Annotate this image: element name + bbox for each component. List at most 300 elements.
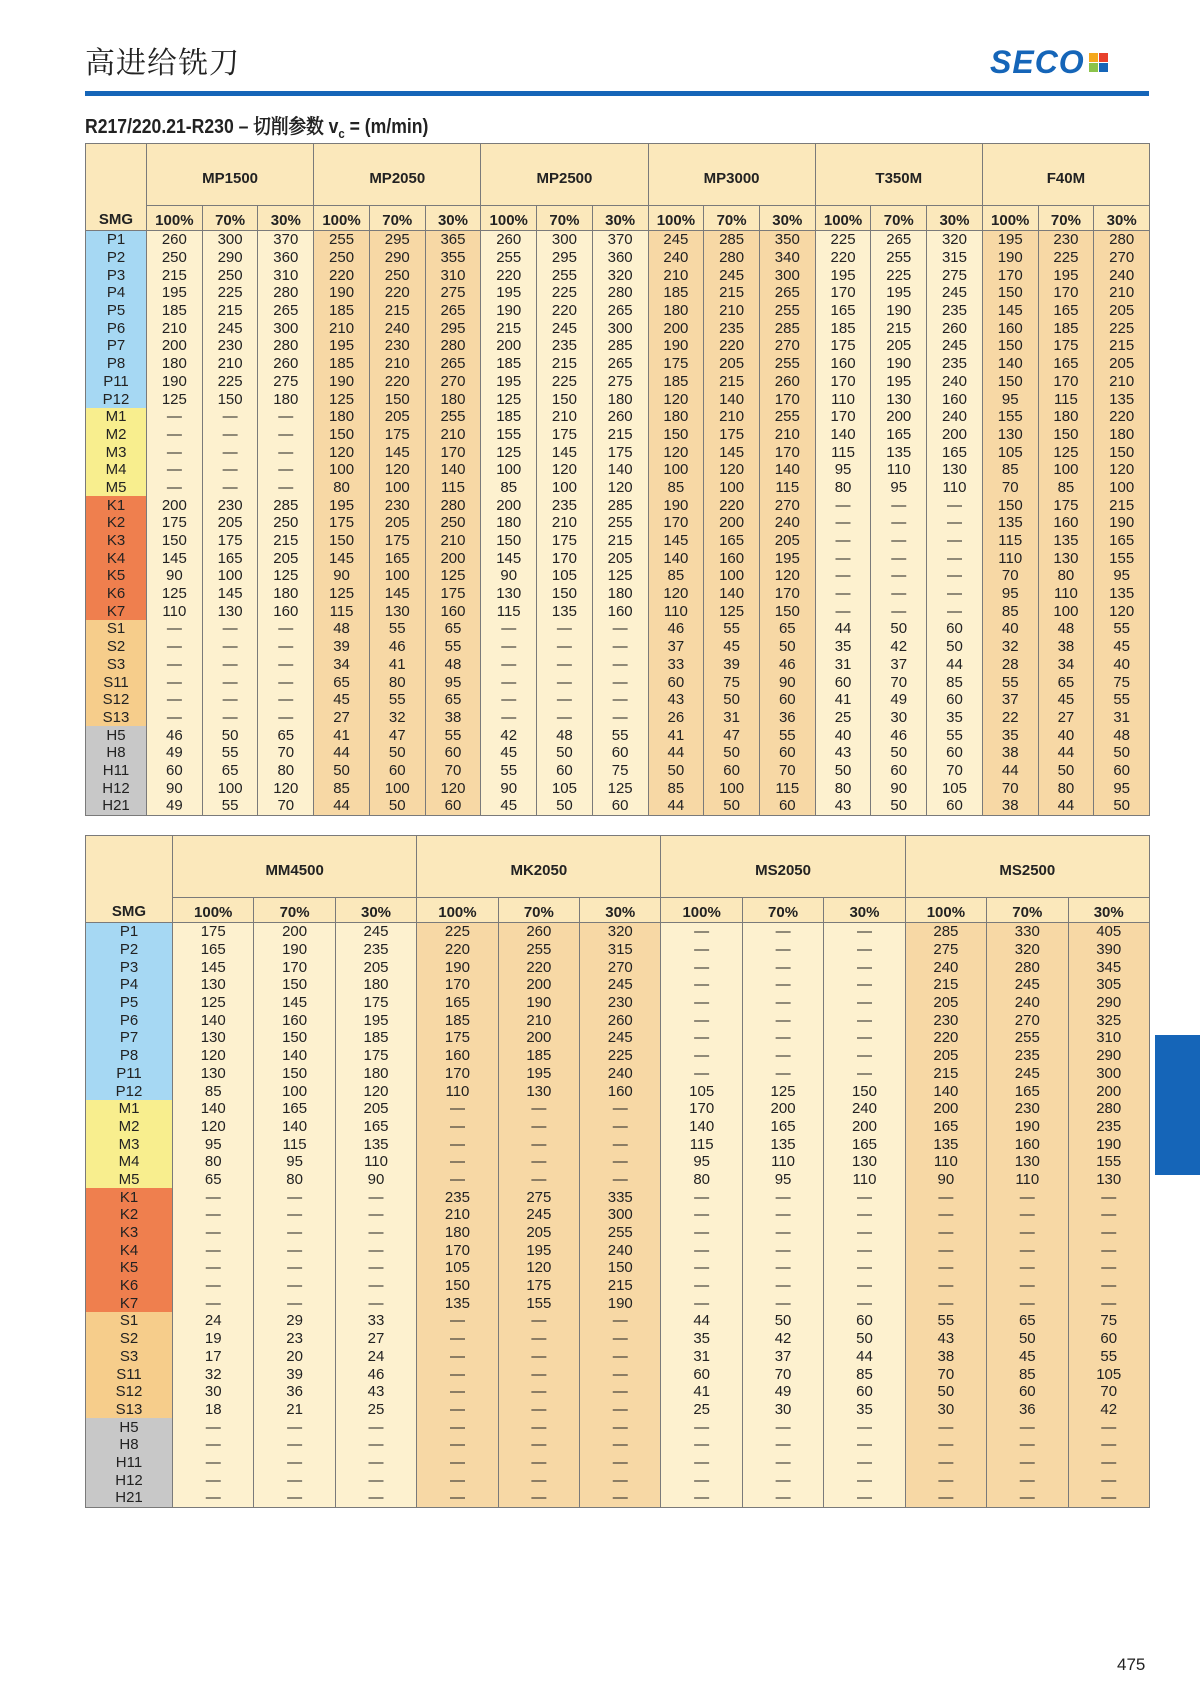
value-cell: 130 (481, 585, 537, 603)
value-cell: — (927, 549, 983, 567)
value-cell: 265 (258, 302, 314, 320)
grade-header: MM4500 (173, 836, 417, 898)
value-cell: — (498, 1100, 579, 1118)
value-cell: — (147, 709, 203, 727)
cutting-data-table-1 (85, 143, 1150, 816)
value-cell: 140 (592, 461, 648, 479)
value-cell: — (417, 1171, 498, 1189)
value-cell: 26 (648, 709, 704, 727)
value-cell: 140 (425, 461, 481, 479)
table-row (86, 1454, 1150, 1472)
value-cell: 40 (1094, 656, 1150, 674)
value-cell: 195 (481, 284, 537, 302)
value-cell: 190 (314, 373, 370, 391)
table-row (86, 1383, 1150, 1401)
value-cell: 45 (481, 744, 537, 762)
page-title: 高进给铣刀 (85, 46, 240, 81)
value-cell: 160 (417, 1047, 498, 1065)
value-cell: 95 (871, 479, 927, 497)
value-cell: 165 (815, 302, 871, 320)
value-cell: 210 (704, 302, 760, 320)
value-cell: — (987, 1241, 1068, 1259)
value-cell: — (661, 1471, 742, 1489)
value-cell: — (927, 532, 983, 550)
value-cell: 80 (258, 762, 314, 780)
value-cell: 100 (369, 479, 425, 497)
value-cell: — (258, 620, 314, 638)
value-cell: — (580, 1171, 661, 1189)
grade-header: MP2050 (314, 144, 481, 206)
value-cell: 245 (987, 976, 1068, 994)
value-cell: 205 (1094, 302, 1150, 320)
value-cell: 44 (314, 797, 370, 815)
logo-mark-icon (1089, 53, 1108, 72)
value-cell: 170 (759, 585, 815, 603)
value-cell: 210 (425, 426, 481, 444)
percent-header: 70% (871, 206, 927, 231)
value-cell: 43 (648, 691, 704, 709)
value-cell: 95 (982, 390, 1038, 408)
value-cell: — (147, 691, 203, 709)
value-cell: 46 (871, 726, 927, 744)
value-cell: 100 (1038, 461, 1094, 479)
value-cell: 200 (648, 319, 704, 337)
value-cell: 210 (425, 532, 481, 550)
percent-header: 100% (982, 206, 1038, 231)
value-cell: 285 (759, 319, 815, 337)
smg-header: SMG (86, 836, 173, 923)
value-cell: 145 (173, 958, 254, 976)
value-cell: — (580, 1348, 661, 1366)
value-cell: 120 (173, 1118, 254, 1136)
value-cell: — (1068, 1241, 1149, 1259)
value-cell: 100 (537, 479, 593, 497)
percent-header: 70% (369, 206, 425, 231)
percent-header: 70% (254, 898, 335, 923)
value-cell: 170 (759, 390, 815, 408)
value-cell: 49 (871, 691, 927, 709)
value-cell: 135 (742, 1135, 823, 1153)
value-cell: — (592, 620, 648, 638)
value-cell: 225 (202, 284, 258, 302)
value-cell: — (254, 1259, 335, 1277)
value-cell: — (824, 1206, 905, 1224)
value-cell: 100 (202, 779, 258, 797)
value-cell: 130 (498, 1082, 579, 1100)
value-cell: — (592, 673, 648, 691)
value-cell: — (173, 1471, 254, 1489)
value-cell: — (742, 1436, 823, 1454)
value-cell: 60 (369, 762, 425, 780)
side-tab (1155, 1035, 1200, 1175)
value-cell: 190 (648, 337, 704, 355)
value-cell: — (254, 1294, 335, 1312)
value-cell: 100 (369, 779, 425, 797)
percent-header: 30% (927, 206, 983, 231)
smg-cell: H21 (86, 797, 147, 815)
value-cell: 150 (982, 337, 1038, 355)
value-cell: 95 (742, 1171, 823, 1189)
value-cell: 60 (592, 797, 648, 815)
value-cell: 55 (1068, 1348, 1149, 1366)
value-cell: — (987, 1277, 1068, 1295)
value-cell: 205 (871, 337, 927, 355)
value-cell: 180 (425, 390, 481, 408)
value-cell: — (580, 1454, 661, 1472)
table-row (86, 1348, 1150, 1366)
grade-header: T350M (815, 144, 982, 206)
value-cell: — (202, 620, 258, 638)
value-cell: 33 (648, 656, 704, 674)
value-cell: 31 (704, 709, 760, 727)
value-cell: 160 (425, 602, 481, 620)
smg-cell: K2 (86, 1206, 173, 1224)
value-cell: — (498, 1383, 579, 1401)
value-cell: — (927, 585, 983, 603)
value-cell: 180 (481, 514, 537, 532)
value-cell: 60 (759, 797, 815, 815)
value-cell: — (824, 1259, 905, 1277)
value-cell: 205 (1094, 355, 1150, 373)
value-cell: 190 (982, 249, 1038, 267)
value-cell: — (987, 1294, 1068, 1312)
seco-logo (990, 44, 1108, 80)
value-cell: 370 (592, 231, 648, 249)
value-cell: 205 (704, 355, 760, 373)
value-cell: 180 (592, 390, 648, 408)
value-cell: 65 (425, 620, 481, 638)
value-cell: 360 (258, 249, 314, 267)
value-cell: 44 (982, 762, 1038, 780)
value-cell: 220 (704, 496, 760, 514)
value-cell: 115 (1038, 390, 1094, 408)
value-cell: 35 (824, 1401, 905, 1419)
value-cell: — (580, 1100, 661, 1118)
grade-header: MS2500 (905, 836, 1149, 898)
value-cell: 55 (592, 726, 648, 744)
value-cell: — (498, 1401, 579, 1419)
value-cell: 37 (648, 638, 704, 656)
value-cell: — (987, 1489, 1068, 1507)
value-cell: — (254, 1241, 335, 1259)
value-cell: — (147, 673, 203, 691)
value-cell: 19 (173, 1330, 254, 1348)
value-cell: 60 (759, 744, 815, 762)
value-cell: — (580, 1312, 661, 1330)
value-cell: 105 (661, 1082, 742, 1100)
value-cell: 230 (202, 496, 258, 514)
value-cell: 80 (173, 1153, 254, 1171)
value-cell: 150 (982, 496, 1038, 514)
value-cell: 240 (759, 514, 815, 532)
smg-cell: M2 (86, 426, 147, 444)
value-cell: — (335, 1454, 416, 1472)
value-cell: 110 (987, 1171, 1068, 1189)
value-cell: — (202, 426, 258, 444)
value-cell: 95 (1094, 567, 1150, 585)
value-cell: — (742, 1277, 823, 1295)
value-cell: — (417, 1153, 498, 1171)
value-cell: 48 (537, 726, 593, 744)
value-cell: — (258, 709, 314, 727)
value-cell: 225 (1094, 319, 1150, 337)
value-cell: — (871, 532, 927, 550)
value-cell: — (927, 514, 983, 532)
value-cell: 300 (759, 266, 815, 284)
value-cell: 17 (173, 1348, 254, 1366)
value-cell: 70 (982, 567, 1038, 585)
value-cell: 245 (498, 1206, 579, 1224)
value-cell: 36 (254, 1383, 335, 1401)
value-cell: 255 (871, 249, 927, 267)
value-cell: 170 (661, 1100, 742, 1118)
value-cell: 48 (314, 620, 370, 638)
value-cell: — (824, 941, 905, 959)
value-cell: 90 (147, 567, 203, 585)
value-cell: 145 (982, 302, 1038, 320)
value-cell: 175 (537, 532, 593, 550)
value-cell: — (498, 1489, 579, 1507)
value-cell: 215 (202, 302, 258, 320)
value-cell: 230 (987, 1100, 1068, 1118)
value-cell: 145 (704, 443, 760, 461)
value-cell: — (537, 656, 593, 674)
value-cell: 150 (759, 602, 815, 620)
value-cell: 95 (815, 461, 871, 479)
smg-cell: S11 (86, 673, 147, 691)
value-cell: 80 (1038, 779, 1094, 797)
value-cell: 90 (147, 779, 203, 797)
value-cell: 50 (871, 797, 927, 815)
value-cell: 37 (742, 1348, 823, 1366)
value-cell: 110 (927, 479, 983, 497)
value-cell: 235 (1068, 1118, 1149, 1136)
value-cell: 200 (1068, 1082, 1149, 1100)
percent-header: 30% (1094, 206, 1150, 231)
table-subtitle: R217/220.21-R230 – 切削参数 $v_c = (m/\min)$ (85, 116, 429, 141)
value-cell: — (580, 1401, 661, 1419)
value-cell: 220 (1094, 408, 1150, 426)
value-cell: 130 (369, 602, 425, 620)
value-cell: 280 (258, 284, 314, 302)
table-row (86, 249, 1150, 267)
value-cell: — (871, 496, 927, 514)
value-cell: 135 (1094, 390, 1150, 408)
value-cell: 55 (759, 726, 815, 744)
value-cell: 140 (173, 1100, 254, 1118)
value-cell: 240 (648, 249, 704, 267)
smg-cell: S1 (86, 620, 147, 638)
smg-cell: K1 (86, 496, 147, 514)
value-cell: 50 (871, 744, 927, 762)
smg-cell: H21 (86, 1489, 173, 1507)
value-cell: 320 (987, 941, 1068, 959)
value-cell: 50 (815, 762, 871, 780)
value-cell: 60 (927, 691, 983, 709)
value-cell: — (592, 691, 648, 709)
value-cell: — (498, 1454, 579, 1472)
percent-header: 30% (759, 206, 815, 231)
value-cell: 145 (254, 994, 335, 1012)
value-cell: 70 (982, 479, 1038, 497)
value-cell: 275 (592, 373, 648, 391)
value-cell: 245 (537, 319, 593, 337)
value-cell: 235 (417, 1188, 498, 1206)
value-cell: 235 (704, 319, 760, 337)
value-cell: — (147, 443, 203, 461)
value-cell: 135 (982, 514, 1038, 532)
value-cell: — (1068, 1471, 1149, 1489)
value-cell: 50 (824, 1330, 905, 1348)
value-cell: 215 (1094, 496, 1150, 514)
percent-header: 30% (824, 898, 905, 923)
value-cell: 165 (742, 1118, 823, 1136)
table-row (86, 567, 1150, 585)
value-cell: — (661, 994, 742, 1012)
value-cell: 50 (1094, 797, 1150, 815)
smg-cell: S13 (86, 709, 147, 727)
value-cell: — (661, 1065, 742, 1083)
value-cell: 170 (982, 266, 1038, 284)
value-cell: — (815, 549, 871, 567)
value-cell: 60 (425, 797, 481, 815)
smg-cell: P7 (86, 1029, 173, 1047)
value-cell: 110 (417, 1082, 498, 1100)
value-cell: — (905, 1489, 986, 1507)
value-cell: 265 (592, 302, 648, 320)
value-cell: 205 (498, 1224, 579, 1242)
value-cell: 230 (202, 337, 258, 355)
value-cell: 28 (982, 656, 1038, 674)
value-cell: — (335, 1259, 416, 1277)
value-cell: 65 (425, 691, 481, 709)
value-cell: 27 (1038, 709, 1094, 727)
value-cell: 225 (537, 373, 593, 391)
smg-cell: K6 (86, 585, 147, 603)
value-cell: 280 (987, 958, 1068, 976)
value-cell: 60 (592, 744, 648, 762)
value-cell: 190 (314, 284, 370, 302)
value-cell: 70 (927, 762, 983, 780)
value-cell: 180 (314, 408, 370, 426)
value-cell: — (173, 1224, 254, 1242)
percent-header: 30% (258, 206, 314, 231)
percent-header: 30% (580, 898, 661, 923)
value-cell: 29 (254, 1312, 335, 1330)
value-cell: 130 (202, 602, 258, 620)
value-cell: 285 (258, 496, 314, 514)
value-cell: 185 (648, 284, 704, 302)
value-cell: 265 (592, 355, 648, 373)
value-cell: 37 (871, 656, 927, 674)
value-cell: 255 (481, 249, 537, 267)
value-cell: — (147, 479, 203, 497)
value-cell: 21 (254, 1401, 335, 1419)
value-cell: 110 (742, 1153, 823, 1171)
table-row (86, 549, 1150, 567)
value-cell: 215 (1094, 337, 1150, 355)
value-cell: — (987, 1259, 1068, 1277)
value-cell: 190 (871, 302, 927, 320)
table-row (86, 1224, 1150, 1242)
smg-cell: M2 (86, 1118, 173, 1136)
value-cell: 210 (537, 408, 593, 426)
value-cell: 160 (927, 390, 983, 408)
table-row (86, 284, 1150, 302)
value-cell: 120 (537, 461, 593, 479)
value-cell: 110 (815, 390, 871, 408)
value-cell: 140 (648, 549, 704, 567)
value-cell: 130 (982, 426, 1038, 444)
value-cell: 25 (815, 709, 871, 727)
value-cell: — (661, 1259, 742, 1277)
value-cell: 145 (147, 549, 203, 567)
value-cell: — (202, 638, 258, 656)
value-cell: — (417, 1312, 498, 1330)
value-cell: 220 (417, 941, 498, 959)
value-cell: 50 (1038, 762, 1094, 780)
value-cell: 49 (742, 1383, 823, 1401)
smg-cell: S13 (86, 1401, 173, 1419)
value-cell: — (417, 1135, 498, 1153)
value-cell: 85 (481, 479, 537, 497)
value-cell: 150 (1094, 443, 1150, 461)
value-cell: 100 (704, 479, 760, 497)
value-cell: 165 (905, 1118, 986, 1136)
value-cell: 260 (498, 923, 579, 941)
value-cell: 320 (580, 923, 661, 941)
value-cell: — (824, 1489, 905, 1507)
smg-cell: M3 (86, 1135, 173, 1153)
value-cell: 165 (1038, 302, 1094, 320)
value-cell: — (202, 691, 258, 709)
value-cell: — (742, 1206, 823, 1224)
value-cell: — (254, 1454, 335, 1472)
value-cell: 225 (537, 284, 593, 302)
value-cell: 180 (1038, 408, 1094, 426)
value-cell: — (481, 709, 537, 727)
value-cell: 165 (173, 941, 254, 959)
value-cell: 50 (202, 726, 258, 744)
value-cell: 225 (871, 266, 927, 284)
table-row (86, 994, 1150, 1012)
value-cell: 145 (537, 443, 593, 461)
table-row (86, 1241, 1150, 1259)
value-cell: 215 (481, 319, 537, 337)
smg-cell: P5 (86, 302, 147, 320)
value-cell: 170 (1038, 284, 1094, 302)
value-cell: 140 (254, 1118, 335, 1136)
value-cell: 235 (927, 302, 983, 320)
value-cell: 44 (927, 656, 983, 674)
table-row (86, 1330, 1150, 1348)
value-cell: 170 (1038, 373, 1094, 391)
value-cell: 260 (592, 408, 648, 426)
table-row (86, 355, 1150, 373)
value-cell: 110 (824, 1171, 905, 1189)
value-cell: — (742, 994, 823, 1012)
value-cell: — (927, 567, 983, 585)
value-cell: 210 (759, 426, 815, 444)
grade-header: MS2050 (661, 836, 905, 898)
value-cell: — (905, 1241, 986, 1259)
value-cell: 175 (592, 443, 648, 461)
value-cell: — (987, 1436, 1068, 1454)
value-cell: — (254, 1206, 335, 1224)
value-cell: 175 (1038, 496, 1094, 514)
table-row (86, 266, 1150, 284)
value-cell: 205 (258, 549, 314, 567)
